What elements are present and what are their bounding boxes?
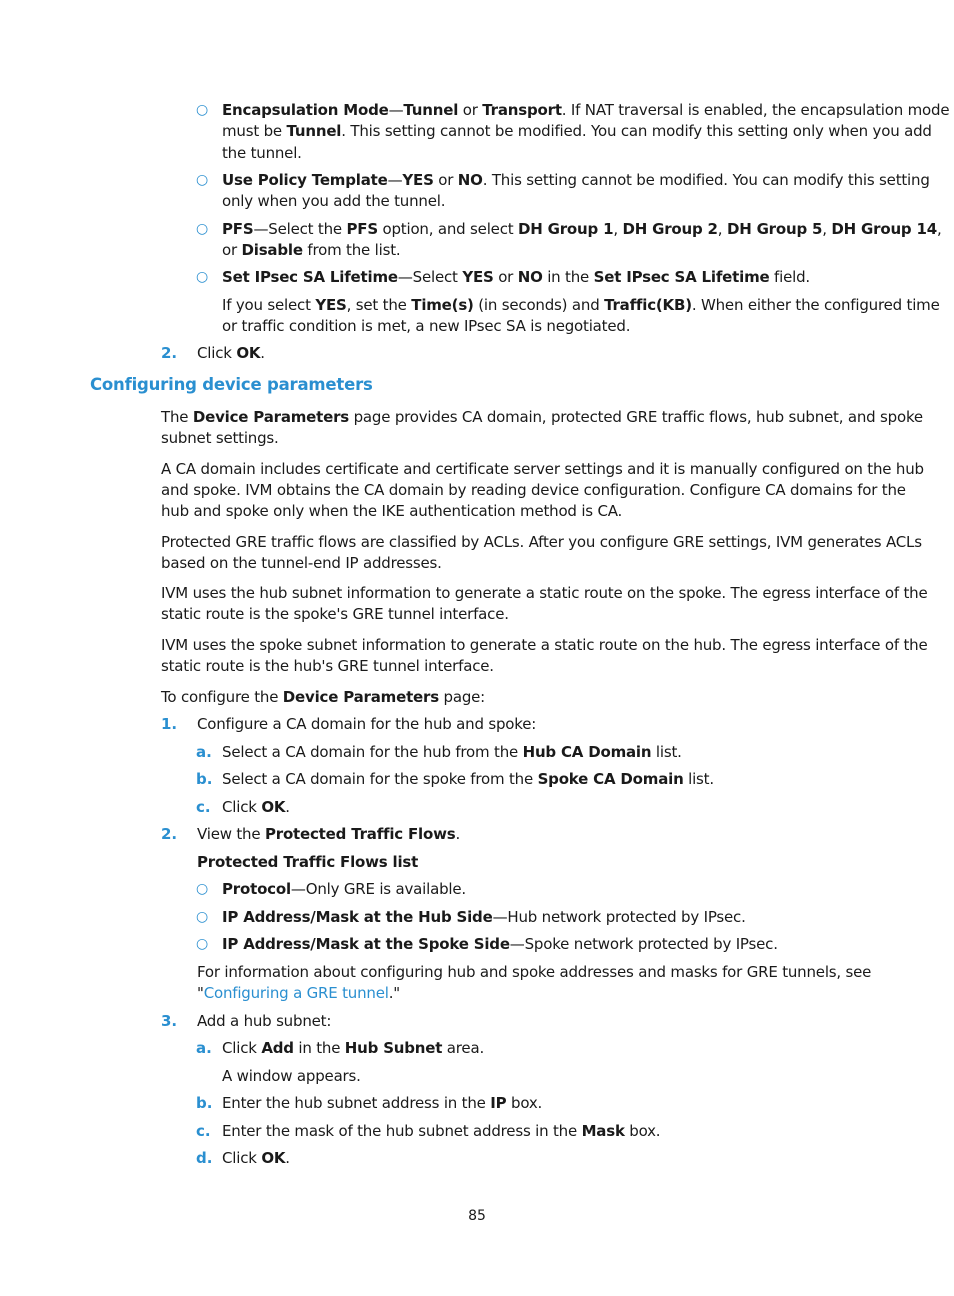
paragraph-line: hub and spoke only when the IKE authentication method is CA.	[161, 502, 623, 520]
substep-spoke-ca: Select a CA domain for the spoke from the Spoke CA Domain list.	[222, 770, 714, 788]
substep-marker: a.	[196, 1039, 212, 1057]
sa-lifetime-line-3: or traffic condition is met, a new IPsec SA is negotiated.	[222, 317, 631, 335]
policy-template-line-1: Use Policy Template—YES or NO. This setting cannot be modified. You can modify this setting	[222, 171, 930, 189]
substep-marker: b.	[196, 1094, 213, 1112]
substep-marker: c.	[196, 798, 211, 816]
sa-lifetime-line-2: If you select YES, set the Time(s) (in seconds) and Traffic(KB). When either the configured time	[222, 296, 940, 314]
paragraph-line: static route is the spoke's GRE tunnel interface.	[161, 605, 509, 623]
info-line-2: "Configuring a GRE tunnel."	[197, 984, 400, 1002]
substep-click-add: Click Add in the Hub Subnet area.	[222, 1039, 485, 1057]
protected-flows-list-title: Protected Traffic Flows list	[197, 853, 419, 871]
step-number: 2.	[161, 344, 178, 362]
pfs-line-2: or Disable from the list.	[222, 241, 401, 259]
page-number: 85	[468, 1208, 486, 1224]
section-heading: Configuring device parameters	[90, 375, 373, 394]
step-number: 3.	[161, 1012, 178, 1030]
paragraph-line: IVM uses the hub subnet information to generate a static route on the spoke. The egress interface of the	[161, 584, 928, 602]
substep-marker: a.	[196, 743, 212, 761]
substep-hub-ca: Select a CA domain for the hub from the Hub CA Domain list.	[222, 743, 682, 761]
bullet-icon: ○	[196, 881, 209, 897]
paragraph-line: and spoke. IVM obtains the CA domain by reading device configuration. Configure CA domains for the	[161, 481, 906, 499]
paragraph-line: To configure the Device Parameters page:	[161, 688, 486, 706]
substep-enter-mask: Enter the mask of the hub subnet address in the Mask box.	[222, 1122, 661, 1140]
paragraph-line: based on the tunnel-end IP addresses.	[161, 554, 442, 572]
step-add-hub-subnet: Add a hub subnet:	[197, 1012, 332, 1030]
flows-hub-side: IP Address/Mask at the Hub Side—Hub network protected by IPsec.	[222, 908, 746, 926]
substep-marker: b.	[196, 770, 213, 788]
bullet-icon: ○	[196, 269, 209, 285]
gre-tunnel-link[interactable]: Configuring a GRE tunnel	[203, 984, 389, 1002]
step-number: 1.	[161, 715, 178, 733]
substep-marker: d.	[196, 1149, 213, 1167]
step-click-ok: Click OK.	[197, 344, 265, 362]
step-number: 2.	[161, 825, 178, 843]
bullet-icon: ○	[196, 172, 209, 188]
bullet-icon: ○	[196, 102, 209, 118]
bullet-icon: ○	[196, 909, 209, 925]
pfs-line-1: PFS—Select the PFS option, and select DH Group 1, DH Group 2, DH Group 5, DH Group 14,	[222, 220, 942, 238]
encapsulation-mode-line-2: must be Tunnel. This setting cannot be modified. You can modify this setting only when you add	[222, 122, 932, 140]
substep-note: A window appears.	[222, 1067, 361, 1085]
substep-click-ok: Click OK.	[222, 798, 290, 816]
step-view-flows: View the Protected Traffic Flows.	[197, 825, 461, 843]
flows-spoke-side: IP Address/Mask at the Spoke Side—Spoke network protected by IPsec.	[222, 935, 778, 953]
paragraph-line: The Device Parameters page provides CA domain, protected GRE traffic flows, hub subnet, and spoke	[161, 408, 923, 426]
sa-lifetime-line-1: Set IPsec SA Lifetime—Select YES or NO in the Set IPsec SA Lifetime field.	[222, 268, 810, 286]
paragraph-line: static route is the hub's GRE tunnel interface.	[161, 657, 494, 675]
policy-template-line-2: only when you add the tunnel.	[222, 192, 446, 210]
flows-protocol: Protocol—Only GRE is available.	[222, 880, 466, 898]
paragraph-line: IVM uses the spoke subnet information to generate a static route on the hub. The egress interface of the	[161, 636, 928, 654]
paragraph-line: A CA domain includes certificate and certificate server settings and it is manually configured on the hub	[161, 460, 924, 478]
step-configure-ca: Configure a CA domain for the hub and spoke:	[197, 715, 537, 733]
bullet-icon: ○	[196, 936, 209, 952]
encapsulation-mode-line-3: the tunnel.	[222, 144, 302, 162]
substep-click-ok: Click OK.	[222, 1149, 290, 1167]
encapsulation-mode-line-1: Encapsulation Mode—Tunnel or Transport. If NAT traversal is enabled, the encapsulation mode	[222, 101, 950, 119]
bullet-icon: ○	[196, 221, 209, 237]
paragraph-line: Protected GRE traffic flows are classified by ACLs. After you configure GRE settings, IVM generates ACLs	[161, 533, 922, 551]
info-line-1: For information about configuring hub and spoke addresses and masks for GRE tunnels, see	[197, 963, 872, 981]
substep-enter-ip: Enter the hub subnet address in the IP box.	[222, 1094, 543, 1112]
paragraph-line: subnet settings.	[161, 429, 279, 447]
substep-marker: c.	[196, 1122, 211, 1140]
